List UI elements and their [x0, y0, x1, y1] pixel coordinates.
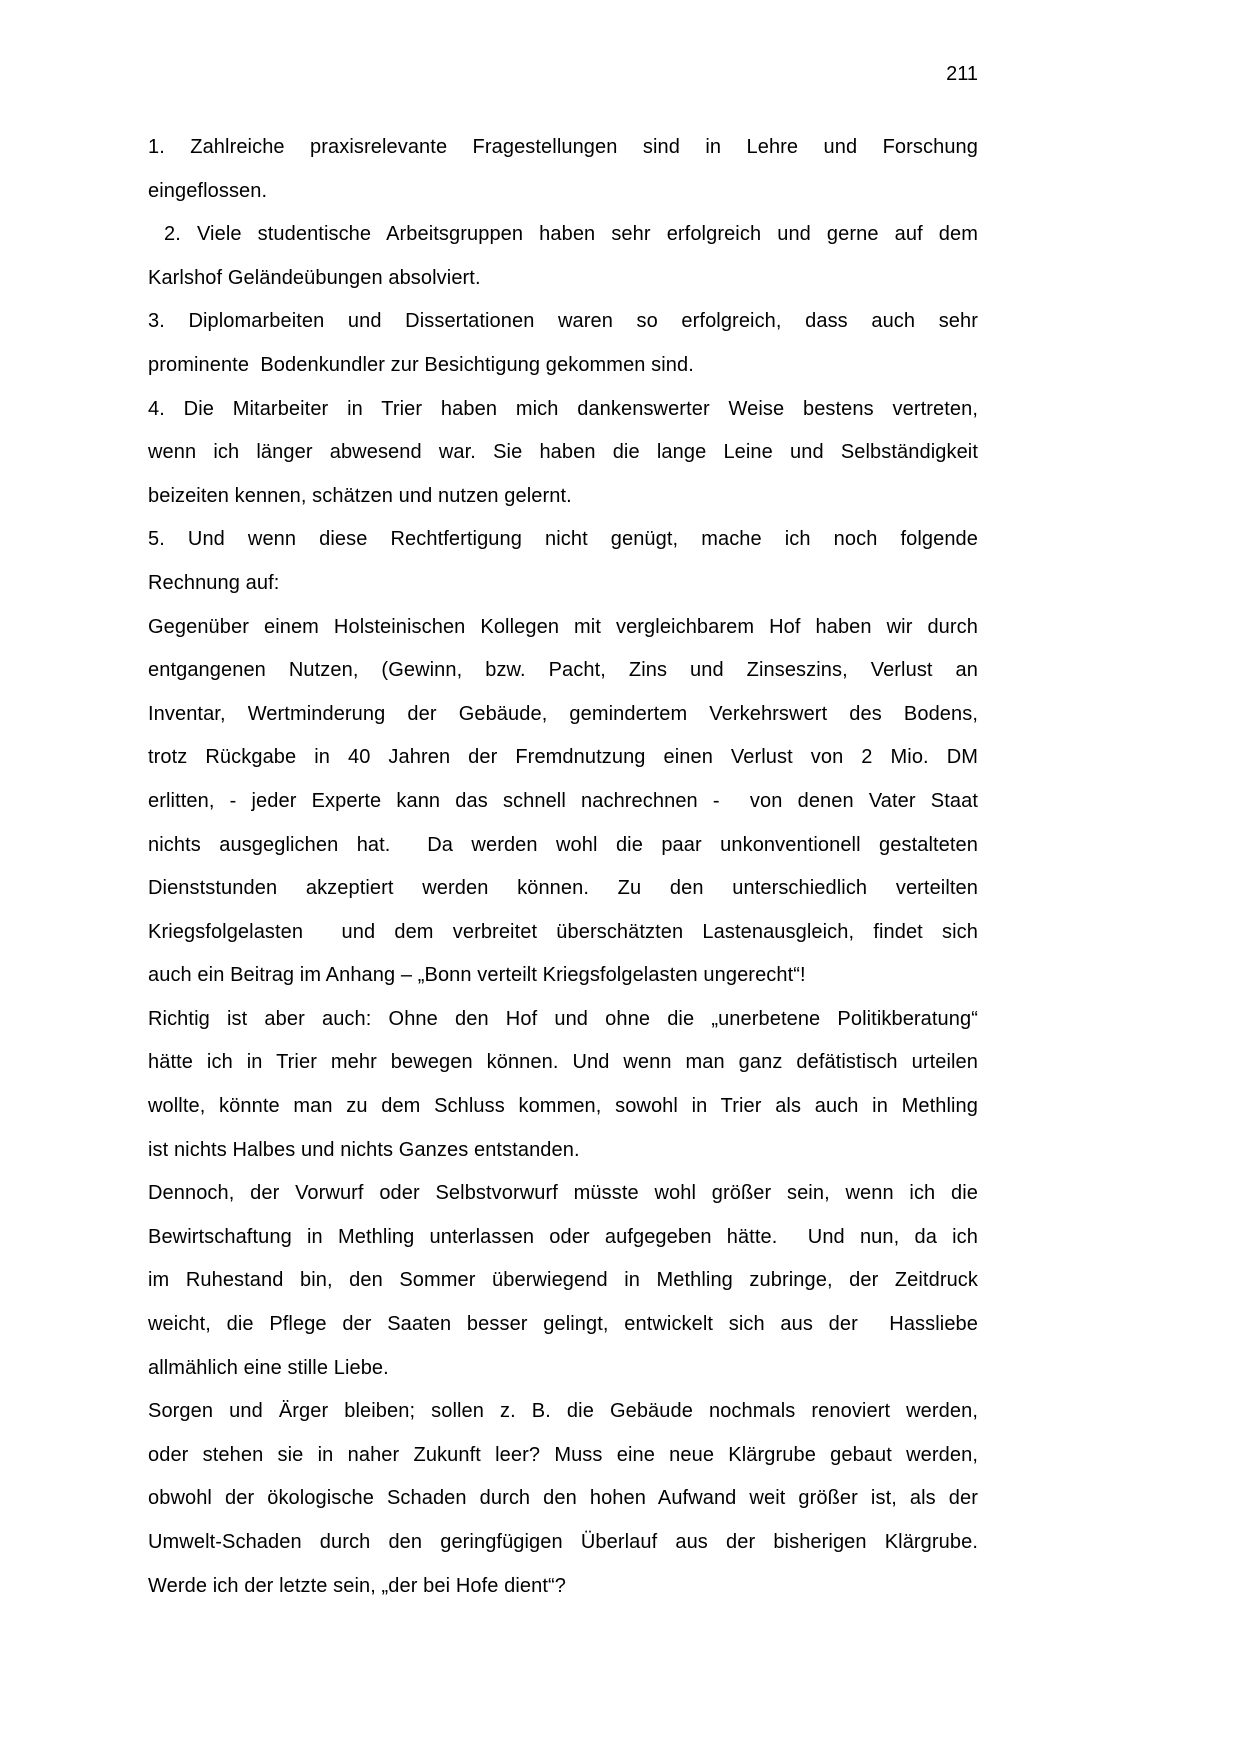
text-line: Dienststunden akzeptiert werden können. Zu den unterschiedlich verteilten [148, 877, 978, 900]
text-line: im Ruhestand bin, den Sommer überwiegend in Methling zubringe, der Zeitdruck [148, 1269, 978, 1292]
text-line: 3. Diplomarbeiten und Dissertationen waren so erfolgreich, dass auch sehr [148, 310, 978, 333]
text-line: Sorgen und Ärger bleiben; sollen z. B. die Gebäude nochmals renoviert werden, [148, 1400, 978, 1423]
text-line: prominente Bodenkundler zur Besichtigung gekommen sind. [148, 353, 694, 376]
text-line: Rechnung auf: [148, 571, 280, 594]
paragraph [148, 606, 978, 998]
text-line: Richtig ist aber auch: Ohne den Hof und ohne die „unerbetene Politikberatung“ [148, 1007, 978, 1030]
paragraph [148, 388, 978, 519]
text-line: Dennoch, der Vorwurf oder Selbstvorwurf müsste wohl größer sein, wenn ich die [148, 1182, 978, 1205]
text-line: 1. Zahlreiche praxisrelevante Fragestellungen sind in Lehre und Forschung [148, 136, 978, 158]
text-line: hätte ich in Trier mehr bewegen können. Und wenn man ganz defätistisch urteilen [148, 1051, 978, 1074]
text-line: Kriegsfolgelasten und dem verbreitet überschätzten Lastenausgleich, findet sich [148, 920, 978, 943]
text-line: Bewirtschaftung in Methling unterlassen oder aufgegeben hätte. Und nun, da ich [148, 1225, 978, 1248]
text-line: nichts ausgeglichen hat. Da werden wohl die paar unkonventionell gestalteten [148, 833, 978, 856]
paragraph [148, 1172, 978, 1390]
text-line: erlitten, - jeder Experte kann das schnell nachrechnen - von denen Vater Staat [148, 789, 978, 812]
paragraph [148, 126, 978, 213]
text-line: beizeiten kennen, schätzen und nutzen gelernt. [148, 484, 572, 507]
text-line: wollte, könnte man zu dem Schluss kommen, sowohl in Trier als auch in Methling [148, 1095, 978, 1118]
text-line: Inventar, Wertminderung der Gebäude, gemindertem Verkehrswert des Bodens, [148, 702, 978, 725]
text-line: auch ein Beitrag im Anhang – „Bonn verteilt Kriegsfolgelasten ungerecht“! [148, 964, 806, 987]
text-line: ist nichts Halbes und nichts Ganzes entstanden. [148, 1138, 580, 1161]
text-line: Karlshof Geländeübungen absolviert. [148, 266, 481, 289]
text-line: trotz Rückgabe in 40 Jahren der Fremdnutzung einen Verlust von 2 Mio. DM [148, 746, 978, 769]
text-line: eingeflossen. [148, 179, 268, 202]
paragraph [148, 998, 978, 1172]
text-line: weicht, die Pflege der Saaten besser gelingt, entwickelt sich aus der Hassliebe [148, 1313, 978, 1336]
text-line: wenn ich länger abwesend war. Sie haben die lange Leine und Selbständigkeit [148, 441, 978, 464]
document-body [148, 126, 978, 1608]
page-number: 211 [946, 63, 978, 85]
text-line: 2. Viele studentische Arbeitsgruppen haben sehr erfolgreich und gerne auf dem [148, 223, 978, 246]
text-line: entgangenen Nutzen, (Gewinn, bzw. Pacht, Zins und Zinseszins, Verlust an [148, 659, 978, 682]
text-line: 4. Die Mitarbeiter in Trier haben mich dankenswerter Weise bestens vertreten, [148, 397, 978, 420]
paragraph [148, 300, 978, 387]
paragraph [148, 213, 978, 300]
paragraph [148, 518, 978, 605]
text-line: Werde ich der letzte sein, „der bei Hofe dient“? [148, 1574, 566, 1597]
text-line: 5. Und wenn diese Rechtfertigung nicht genügt, mache ich noch folgende [148, 528, 978, 551]
text-line: oder stehen sie in naher Zukunft leer? Muss eine neue Klärgrube gebaut werden, [148, 1443, 978, 1466]
text-line: Umwelt-Schaden durch den geringfügigen Überlauf aus der bisherigen Klärgrube. [148, 1531, 978, 1553]
text-line: obwohl der ökologische Schaden durch den hohen Aufwand weit größer ist, als der [148, 1487, 978, 1510]
text-line: Gegenüber einem Holsteinischen Kollegen mit vergleichbarem Hof haben wir durch [148, 615, 978, 638]
paragraph [148, 1390, 978, 1608]
text-line: allmählich eine stille Liebe. [148, 1356, 389, 1379]
